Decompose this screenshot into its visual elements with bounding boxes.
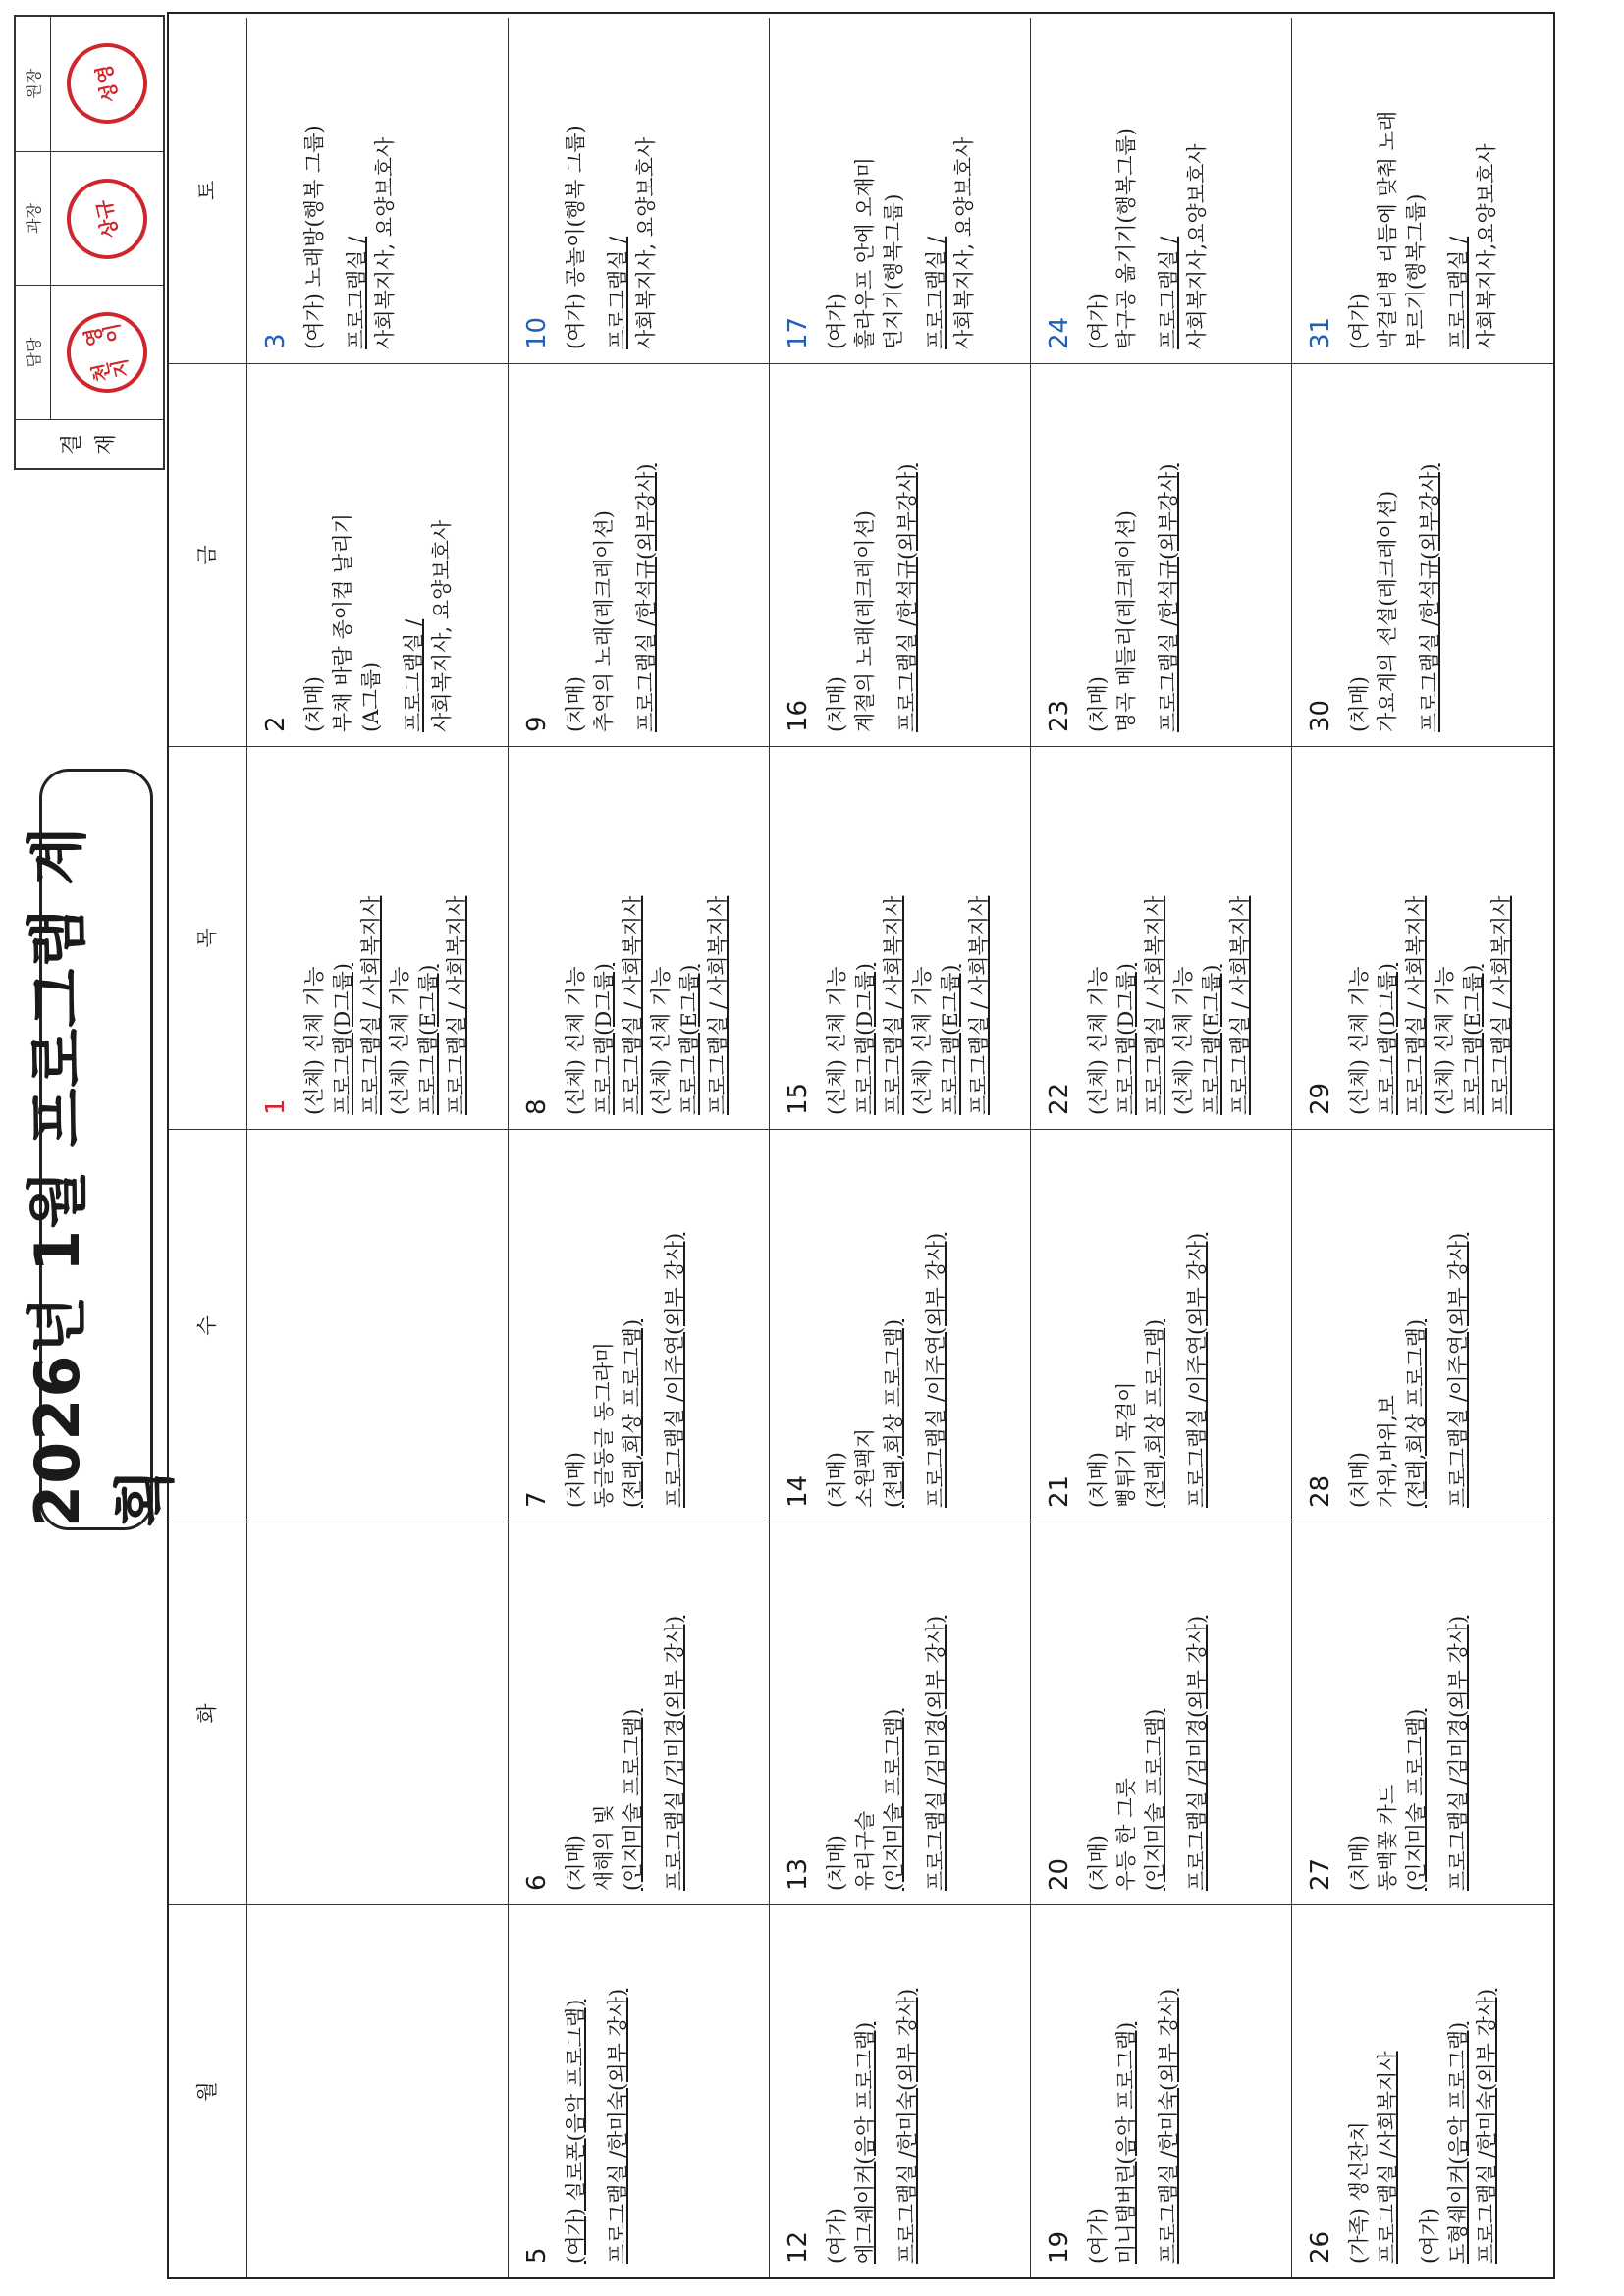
program-text: 프로그램실 / [401, 618, 425, 732]
program-text: (신체) 신체 기능 [301, 966, 326, 1115]
spacer [1431, 29, 1444, 349]
program-text: 프로그램(E그룹) [415, 964, 440, 1115]
calendar-day-cell [770, 363, 1031, 746]
calendar-day-cell [509, 363, 770, 746]
calendar-day-cell [1031, 1522, 1292, 1904]
program-text: (치매) [1346, 1835, 1371, 1891]
day-number: 10 [522, 316, 552, 349]
approval-role-2: 과장 [16, 151, 51, 286]
weekday-header: 수 [169, 1129, 247, 1522]
calendar-day-cell [1292, 1522, 1553, 1904]
program-text: (신체) 신체 기능 [1085, 966, 1110, 1115]
calendar-day-cell [509, 1522, 770, 1904]
day-number: 14 [784, 1474, 813, 1508]
day-number: 29 [1306, 1082, 1335, 1115]
program-text: 동백꽃 카드 [1375, 1784, 1399, 1891]
spacer [1141, 376, 1155, 732]
day-number: 28 [1306, 1474, 1335, 1508]
program-text: 프로그램실 / [1445, 236, 1470, 349]
program-text: 프로그램실 /이주연(외부 강사) [662, 1232, 686, 1508]
seal-stamp-icon: 천지 영이 [59, 305, 154, 400]
program-text: 우등 한 그릇 [1113, 1778, 1138, 1891]
program-text: 탁구공 옮기기(행복그룹) [1113, 128, 1138, 349]
program-text: (치매) [563, 1452, 587, 1508]
day-number: 23 [1045, 699, 1074, 732]
program-text: 프로그램실 / 사회복지사 [1403, 895, 1428, 1115]
program-text: 프로그램실 / 사회복지사 [1142, 895, 1166, 1115]
program-text: 프로그램(D그룹) [1375, 963, 1399, 1115]
program-text: (치매) [301, 676, 326, 732]
spacer [590, 29, 604, 349]
program-text: (치매) [1085, 676, 1110, 732]
program-text: 프로그램(E그룹) [1460, 964, 1485, 1115]
program-text: 새해의 빛 [591, 1804, 616, 1891]
calendar-day-cell [1292, 1129, 1553, 1522]
approval-label [16, 419, 163, 468]
day-number: 12 [784, 2230, 813, 2264]
calendar-day-cell [770, 1129, 1031, 1522]
program-text: (여가) [1085, 294, 1110, 349]
calendar-day-cell [770, 746, 1031, 1129]
program-text: 프로그램실 /한미숙(외부 강사) [1156, 1988, 1180, 2264]
program-text: 프로그램(D그룹) [852, 963, 877, 1115]
program-text: 프로그램실 / 사회복지사 [444, 895, 468, 1115]
approval-box [14, 15, 165, 470]
calendar-table [167, 12, 1555, 2279]
program-text: (치매) [1085, 1835, 1110, 1891]
program-text: (여가) 노래방(행복 그룹) [301, 125, 326, 349]
spacer [1169, 1534, 1183, 1891]
program-text: 프로그램실 /한석규(외부강사) [633, 463, 658, 732]
calendar-day-cell [1292, 18, 1553, 363]
program-text: 프로그램실 /한석규(외부강사) [894, 463, 919, 732]
program-text: (치매) [824, 676, 848, 732]
program-text: (신체) 신체 기능 [1170, 966, 1195, 1115]
calendar-day-cell [247, 363, 509, 746]
day-number: 9 [522, 716, 552, 732]
spacer [1141, 1917, 1155, 2264]
day-number: 30 [1306, 699, 1335, 732]
spacer [908, 1534, 922, 1891]
day-number: 20 [1045, 1857, 1074, 1891]
approval-sign-1 [51, 285, 163, 419]
spacer [1431, 1142, 1444, 1508]
spacer [619, 376, 632, 732]
program-text: 가위,바위,보 [1375, 1395, 1399, 1508]
approval-sign-2 [51, 151, 163, 286]
program-text: 프로그램(D그룹) [591, 963, 616, 1115]
day-number: 8 [522, 1098, 552, 1115]
day-number: 27 [1306, 1857, 1335, 1891]
program-text: 프로그램실 / [1156, 236, 1180, 349]
weekday-header: 월 [169, 1904, 247, 2277]
spacer [880, 1917, 893, 2264]
approval-label-top: 결 [59, 433, 84, 455]
program-text: 추억의 노래(레크레이션) [591, 510, 616, 732]
spacer [1402, 376, 1416, 732]
program-text: 프로그램실 / 사회복지사 [358, 895, 383, 1115]
calendar-day-cell [770, 18, 1031, 363]
program-text: (치매) [1085, 1452, 1110, 1508]
program-text: (인지미술 프로그램) [1403, 1708, 1428, 1891]
approval-label-bottom: 재 [94, 433, 119, 455]
spacer [1141, 29, 1155, 349]
program-text: 프로그램실 /한미숙(외부 강사) [1474, 1988, 1498, 2264]
calendar-day-cell [247, 1129, 509, 1522]
weekday-header: 금 [169, 363, 247, 746]
program-text: (치매) [824, 1835, 848, 1891]
program-text: 막걸리병 리듬에 맞춰 노래 [1375, 110, 1399, 349]
program-text: 프로그램(E그룹) [677, 964, 701, 1115]
program-text: 프로그램(E그룹) [938, 964, 962, 1115]
seal-stamp-icon: 상 규 [59, 171, 154, 266]
program-text: (신체) 신체 기능 [648, 966, 673, 1115]
day-number: 5 [522, 2247, 552, 2264]
day-number: 26 [1306, 2230, 1335, 2264]
program-text: (치매) [1346, 1452, 1371, 1508]
day-number: 7 [522, 1491, 552, 1508]
day-number: 24 [1045, 316, 1074, 349]
program-text: (여가) [1417, 2208, 1441, 2264]
program-text: 유리구슬 [852, 1810, 877, 1891]
weekday-header: 목 [169, 746, 247, 1129]
program-text: 프로그램실 / 사회복지사 [966, 895, 991, 1115]
calendar-day-cell [247, 746, 509, 1129]
weekday-header: 화 [169, 1522, 247, 1904]
calendar-day-cell [247, 1904, 509, 2277]
program-text: (치매) [824, 1452, 848, 1508]
calendar-day-cell [1292, 1904, 1553, 2277]
program-text: (치매) [563, 1835, 587, 1891]
calendar-day-cell [1292, 746, 1553, 1129]
calendar-day-cell [1292, 363, 1553, 746]
program-text: 부채 바람 종이컵 날리기 [330, 513, 354, 732]
program-text: 프로그램실 / [923, 236, 947, 349]
program-text: 프로그램실 /김미경(외부 강사) [1445, 1615, 1470, 1891]
calendar-day-cell [770, 1904, 1031, 2277]
program-text: 사회복지사,요양보호사 [1184, 143, 1209, 349]
calendar-day-cell [1031, 1129, 1292, 1522]
spacer [880, 376, 893, 732]
program-text: 프로그램실 /김미경(외부 강사) [923, 1615, 947, 1891]
spacer [647, 1142, 661, 1508]
program-text: 프로그램실 /한석규(외부강사) [1417, 463, 1441, 732]
program-text: 프로그램실 /사회복지사 [1375, 2051, 1399, 2264]
program-text: 훌라우프 안에 오재미 [852, 157, 877, 349]
program-text: 프로그램실 /이주연(외부 강사) [923, 1232, 947, 1508]
spacer [647, 1534, 661, 1891]
program-text: 프로그램실 /한미숙(외부 강사) [605, 1988, 629, 2264]
calendar-day-cell [1031, 1904, 1292, 2277]
program-text: 프로그램실 /한석규(외부강사) [1156, 463, 1180, 732]
calendar-day-cell [509, 1129, 770, 1522]
program-text: (치매) [563, 676, 587, 732]
program-text: 프로그램실 / 사회복지사 [1227, 895, 1252, 1115]
calendar-day-cell [247, 18, 509, 363]
program-text: 프로그램실 / 사회복지사 [705, 895, 730, 1115]
spacer [386, 376, 400, 732]
program-text: 프로그램실 /이주연(외부 강사) [1184, 1232, 1209, 1508]
day-number: 22 [1045, 1082, 1074, 1115]
program-text: (여가) [824, 294, 848, 349]
calendar-day-cell [770, 1522, 1031, 1904]
day-number: 6 [522, 1874, 552, 1891]
spacer [1402, 1917, 1416, 2264]
program-text: (전래,회상 프로그램) [1403, 1318, 1428, 1508]
program-text: (여가) 실로폰(음악 프로그램) [563, 1999, 587, 2264]
program-text: 계절의 노래(레크레이션) [852, 510, 877, 732]
program-text: 프로그램실 / 사회복지사 [881, 895, 905, 1115]
spacer [908, 1142, 922, 1508]
program-text: 사회복지사, 요양보호사 [951, 136, 976, 349]
program-text: 가요계의 전설(레크레이션) [1375, 490, 1399, 732]
day-number: 17 [784, 316, 813, 349]
program-text: 프로그램실 /김미경(외부 강사) [1184, 1615, 1209, 1891]
program-text: 사회복지사,요양보호사 [1474, 143, 1498, 349]
program-text: (치매) [1346, 676, 1371, 732]
program-text: (전래,회상 프로그램) [881, 1318, 905, 1508]
spacer [908, 29, 922, 349]
program-text: (신체) 신체 기능 [1432, 966, 1456, 1115]
program-text: 뻥튀기 목걸이 [1113, 1381, 1138, 1508]
calendar-day-cell [509, 18, 770, 363]
program-text: 명곡 메들리(레크레이션) [1113, 510, 1138, 732]
day-number: 31 [1306, 316, 1335, 349]
program-text: 던지기(행복그룹) [881, 193, 905, 349]
program-text: (A그룹) [358, 661, 383, 732]
seal-stamp-icon: 성 영 [59, 36, 154, 132]
day-number: 15 [784, 1082, 813, 1115]
program-text: (전래,회상 프로그램) [620, 1318, 644, 1508]
approval-role-3: 원장 [16, 17, 51, 151]
program-text: 프로그램실 / 사회복지사 [1489, 895, 1513, 1115]
program-text: 프로그램(D그룹) [1113, 963, 1138, 1115]
day-number: 13 [784, 1857, 813, 1891]
program-text: 에그쉐이커(음악 프로그램) [852, 2021, 877, 2264]
program-text: 프로그램실 / [344, 236, 368, 349]
program-text: (여가) [1085, 2208, 1110, 2264]
program-text: (인지미술 프로그램) [620, 1708, 644, 1891]
program-text: 동글동글 동그라미 [591, 1342, 616, 1508]
spacer [1169, 1142, 1183, 1508]
program-text: (신체) 신체 기능 [909, 966, 934, 1115]
spacer [1431, 1534, 1444, 1891]
calendar-day-cell [1031, 18, 1292, 363]
program-text: 프로그램실 /김미경(외부 강사) [662, 1615, 686, 1891]
program-text: (신체) 신체 기능 [1346, 966, 1371, 1115]
program-text: (가족) 생신잔치 [1346, 2121, 1371, 2264]
program-text: 사회복지사, 요양보호사 [372, 136, 397, 349]
program-text: 사회복지사, 요양보호사 [429, 519, 454, 732]
program-text: 미니탬버린(음악 프로그램) [1113, 2021, 1138, 2264]
program-text: 프로그램(E그룹) [1199, 964, 1223, 1115]
calendar-day-cell [1031, 746, 1292, 1129]
program-text: (여가) [824, 2208, 848, 2264]
program-text: 도형쉐이커(음악 프로그램) [1445, 2021, 1470, 2264]
spacer [590, 1917, 604, 2264]
approval-sign-3 [51, 17, 163, 151]
program-text: 프로그램실 / 사회복지사 [620, 895, 644, 1115]
program-text: 프로그램실 /이주연(외부 강사) [1445, 1232, 1470, 1508]
calendar-day-cell [247, 1522, 509, 1904]
weekday-header: 토 [169, 18, 247, 363]
program-text: 부르기(행복그룹) [1403, 193, 1428, 349]
program-text: 프로그램실 / [605, 236, 629, 349]
day-number: 19 [1045, 2230, 1074, 2264]
program-text: (신체) 신체 기능 [563, 966, 587, 1115]
program-text: (전래,회상 프로그램) [1142, 1318, 1166, 1508]
day-number: 2 [261, 716, 291, 732]
program-text: (여가) [1346, 294, 1371, 349]
day-number: 21 [1045, 1474, 1074, 1508]
program-text: (인지미술 프로그램) [881, 1708, 905, 1891]
day-number: 1 [261, 1098, 291, 1115]
calendar-day-cell [509, 746, 770, 1129]
program-text: (여가) 공놀이(행복 그룹) [563, 125, 587, 349]
program-text: (신체) 신체 기능 [824, 966, 848, 1115]
program-text: 프로그램(D그룹) [330, 963, 354, 1115]
program-text: 프로그램실 /한미숙(외부 강사) [894, 1988, 919, 2264]
program-text: (인지미술 프로그램) [1142, 1708, 1166, 1891]
program-text: (신체) 신체 기능 [387, 966, 411, 1115]
program-text: 사회복지사, 요양보호사 [633, 136, 658, 349]
approval-role-1: 담당 [16, 285, 51, 419]
calendar-day-cell [509, 1904, 770, 2277]
day-number: 16 [784, 699, 813, 732]
spacer [329, 29, 343, 349]
day-number: 3 [261, 333, 291, 349]
page-title: 2026년 1월 프로그램 계획 [39, 769, 153, 1530]
program-text: 소원팩지 [852, 1427, 877, 1508]
calendar-day-cell [1031, 363, 1292, 746]
